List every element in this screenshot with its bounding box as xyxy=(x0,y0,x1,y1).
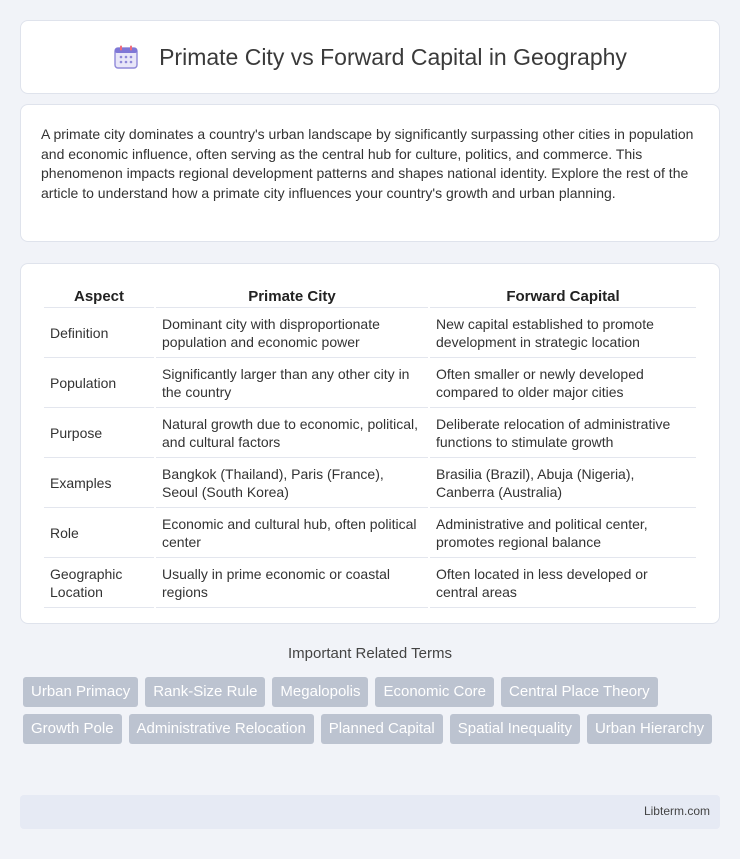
tag-growth-pole[interactable]: Growth Pole xyxy=(23,714,122,744)
header-card xyxy=(20,20,720,94)
tag-central-place-theory[interactable]: Central Place Theory xyxy=(501,677,658,707)
cell-aspect: Population xyxy=(44,358,154,408)
tag-administrative-relocation[interactable]: Administrative Relocation xyxy=(129,714,314,744)
column-header-primate-city: Primate City xyxy=(156,284,428,308)
table-row xyxy=(44,458,696,508)
column-header-forward-capital: Forward Capital xyxy=(430,284,696,308)
cell-primate-city: Usually in prime economic or coastal regions xyxy=(156,558,428,608)
tag-urban-primacy[interactable]: Urban Primacy xyxy=(23,677,138,707)
cell-primate-city: Dominant city with disproportionate population and economic power xyxy=(156,308,428,358)
cell-primate-city: Economic and cultural hub, often political center xyxy=(156,508,428,558)
intro-paragraph: A primate city dominates a country's urban landscape by significantly surpassing other cities in population and economic influence, often serving as the central hub for culture, politics, and commerce. This phenomenon impacts regional development patterns and shapes national identity. Explore the rest of the article to understand how a primate city influences your country's growth and urban planning. xyxy=(41,126,694,201)
tag-economic-core[interactable]: Economic Core xyxy=(375,677,494,707)
cell-forward-capital: Often smaller or newly developed compared to older major cities xyxy=(430,358,696,408)
table-row xyxy=(44,308,696,358)
tag-rank-size-rule[interactable]: Rank-Size Rule xyxy=(145,677,265,707)
calendar-icon xyxy=(113,44,139,70)
cell-forward-capital: Administrative and political center, promotes regional balance xyxy=(430,508,696,558)
tag-urban-hierarchy[interactable]: Urban Hierarchy xyxy=(587,714,712,744)
table-row xyxy=(44,358,696,408)
table-row xyxy=(44,558,696,608)
tag-spatial-inequality[interactable]: Spatial Inequality xyxy=(450,714,580,744)
cell-primate-city: Bangkok (Thailand), Paris (France), Seoul (South Korea) xyxy=(156,458,428,508)
comparison-card xyxy=(20,263,720,624)
footer xyxy=(20,795,720,829)
cell-forward-capital: Deliberate relocation of administrative functions to stimulate growth xyxy=(430,408,696,458)
cell-aspect: Examples xyxy=(44,458,154,508)
table-row xyxy=(44,408,696,458)
column-header-aspect: Aspect xyxy=(44,284,154,308)
intro-card xyxy=(20,104,720,242)
cell-forward-capital: Often located in less developed or central areas xyxy=(430,558,696,608)
cell-aspect: Role xyxy=(44,508,154,558)
cell-forward-capital: Brasilia (Brazil), Abuja (Nigeria), Canberra (Australia) xyxy=(430,458,696,508)
table-row xyxy=(44,508,696,558)
cell-aspect: Definition xyxy=(44,308,154,358)
tag-planned-capital[interactable]: Planned Capital xyxy=(321,714,443,744)
page-title: Primate City vs Forward Capital in Geography xyxy=(159,43,627,70)
cell-aspect: Geographic Location xyxy=(44,558,154,608)
footer-site-link[interactable]: Libterm.com xyxy=(643,804,710,818)
cell-primate-city: Natural growth due to economic, political, and cultural factors xyxy=(156,408,428,458)
tag-megalopolis[interactable]: Megalopolis xyxy=(272,677,368,707)
cell-primate-city: Significantly larger than any other city in the country xyxy=(156,358,428,408)
comparison-table xyxy=(42,284,698,608)
table-header-row xyxy=(44,284,696,308)
related-terms-heading: Important Related Terms xyxy=(288,645,452,662)
cell-forward-capital: New capital established to promote development in strategic location xyxy=(430,308,696,358)
related-terms-list xyxy=(23,677,723,744)
cell-aspect: Purpose xyxy=(44,408,154,458)
